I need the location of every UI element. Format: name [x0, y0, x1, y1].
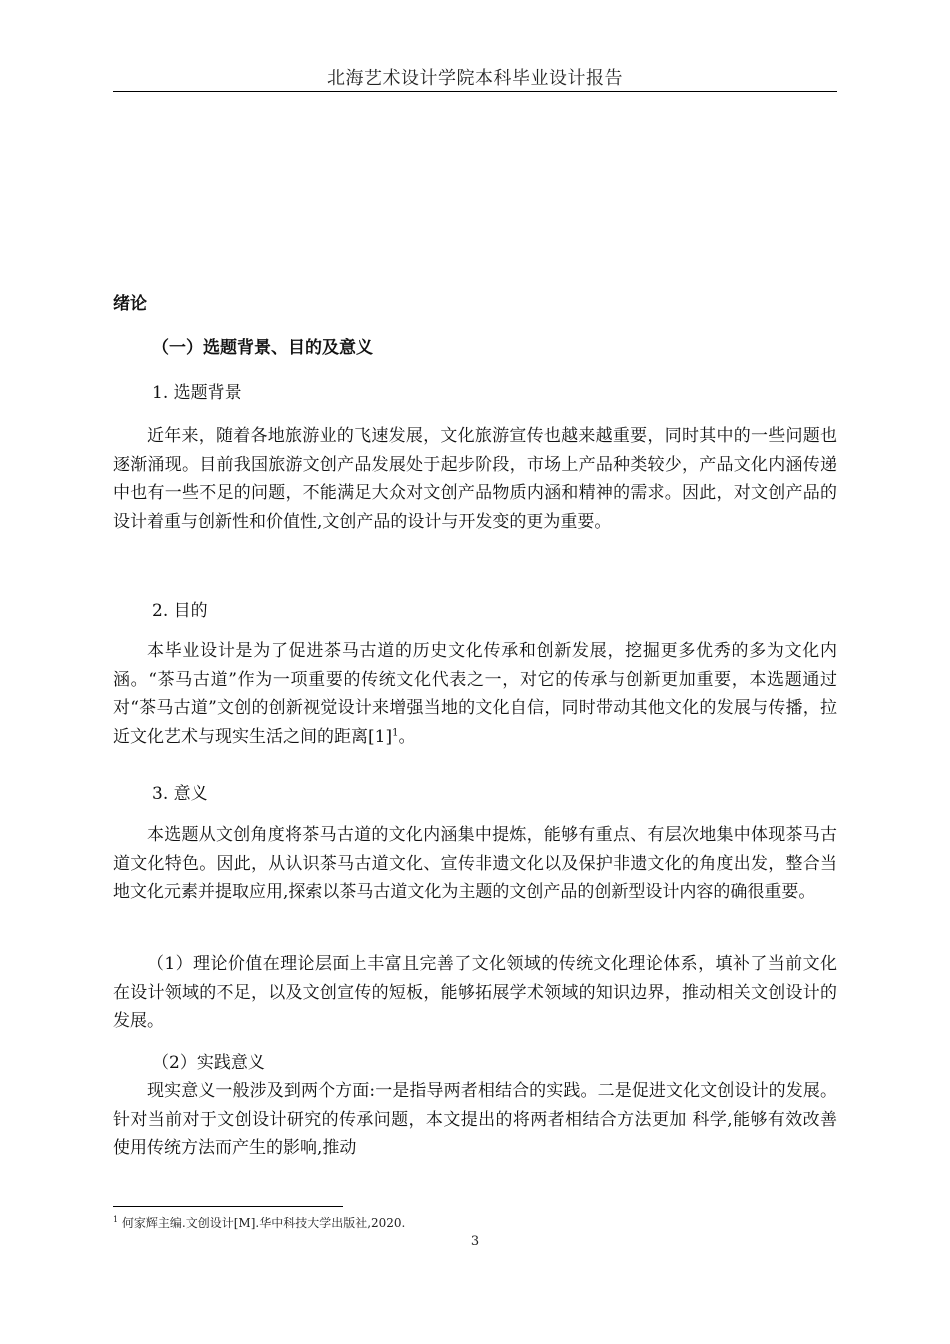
subsection-heading-significance: 3. 意义: [152, 784, 208, 804]
practice-heading: （2）实践意义: [152, 1053, 265, 1073]
footnote-reference[interactable]: 1: [392, 726, 399, 738]
paragraph-background: 近年来，随着各地旅游业的飞速发展，文化旅游宣传也越来越重要，同时其中的一些问题也逐渐涌现。目前我国旅游文创产品发展处于起步阶段，市场上产品种类较少，产品文化内涵传递中也有一些不足的问题，不能满足大众对文创产品物质内涵和精神的需求。因此，对文创产品的设计着重与创新性和价值性,文创产品的设计与开发变的更为重要。: [113, 426, 837, 532]
page-header: 北海艺术设计学院本科毕业设计报告: [327, 68, 623, 89]
footnote-divider: [113, 1206, 343, 1207]
chapter-title: 绪论: [113, 294, 147, 314]
footnote: [113, 1214, 405, 1231]
page-number: 3: [470, 1234, 480, 1249]
footnote-mark: 1: [113, 1215, 119, 1224]
footnote-text: 何家辉主编.文创设计[M].华中科技大学出版社,2020.: [121, 1216, 406, 1230]
section-heading: （一）选题背景、目的及意义: [152, 338, 373, 358]
paragraph-purpose: [113, 637, 837, 751]
paragraph-practice: 现实意义一般涉及到两个方面:一是指导两者相结合的实践。二是促进文化文创设计的发展。针对当前对于文创设计研究的传承问题，本文提出的将两者相结合方法更加 科学,能够有效改善使用传统方法而产生的影响,推动: [113, 1081, 837, 1158]
header-divider: [113, 91, 837, 92]
subsection-heading-purpose: 2. 目的: [152, 601, 208, 621]
paragraph-significance: 本选题从文创角度将茶马古道的文化内涵集中提炼，能够有重点、有层次地集中体现茶马古道文化特色。因此，从认识茶马古道文化、宣传非遗文化以及保护非遗文化的角度出发，整合当地文化元素并提取应用,探索以茶马古道文化为主题的文创产品的创新型设计内容的确很重要。: [113, 825, 837, 902]
paragraph-purpose-text: 本毕业设计是为了促进茶马古道的历史文化传承和创新发展，挖掘更多优秀的多为文化内涵。“茶马古道”作为一项重要的传统文化代表之一，对它的传承与创新更加重要，本选题通过对“茶马古道”文创的创新视觉设计来增强当地的文化自信，同时带动其他文化的发展与传播，拉近文化艺术与现实生活之间的距离[1]: [113, 641, 837, 747]
subsection-heading-background: 1. 选题背景: [152, 383, 242, 403]
paragraph-theory-value: （1）理论价值在理论层面上丰富且完善了文化领域的传统文化理论体系，填补了当前文化在设计领域的不足，以及文创宣传的短板，能够拓展学术领域的知识边界，推动相关文创设计的发展。: [113, 954, 837, 1031]
paragraph-purpose-end: 。: [398, 726, 416, 747]
